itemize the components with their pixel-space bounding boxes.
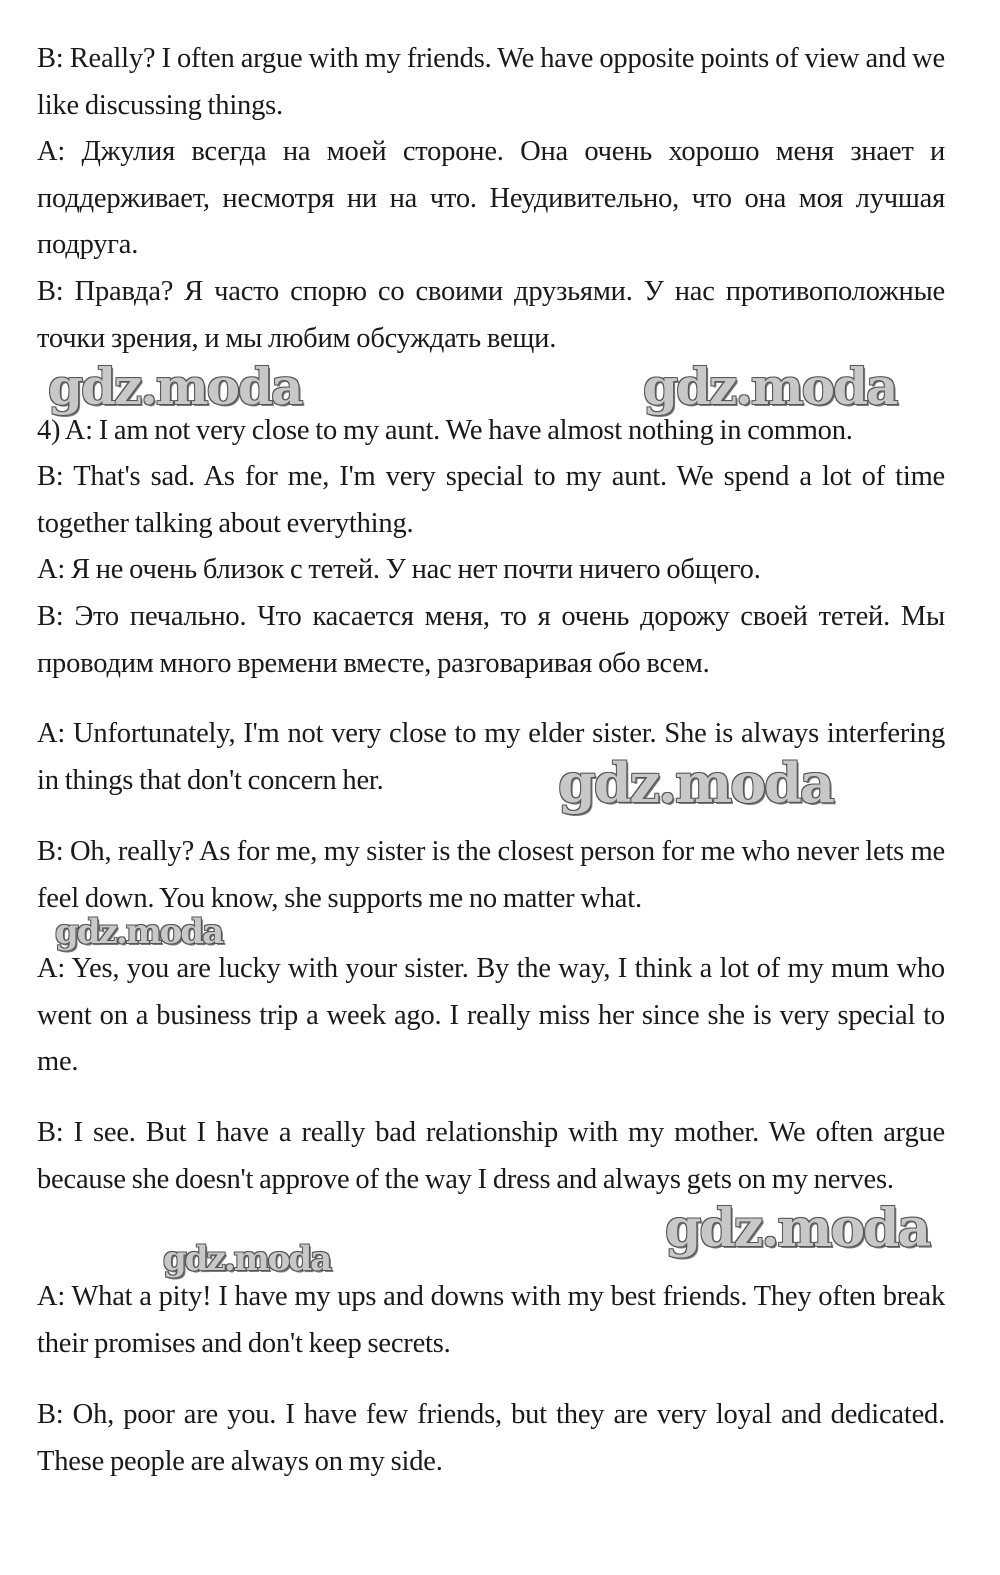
dialogue-paragraph: B: Правда? Я часто спорю со своими друзьями. У нас противоположные точки зрения, и мы любим обсуждать вещи. bbox=[37, 276, 945, 354]
dialogue-paragraph: A: Unfortunately, I'm not very close to my elder sister. She is always interfering in things that don't concern her. bbox=[37, 718, 945, 796]
watermark-logo: gdz.moda bbox=[163, 1239, 331, 1279]
dialogue-paragraph: B: Это печально. Что касается меня, то я очень дорожу своей тетей. Мы проводим много времени вместе, разговаривая обо всем. bbox=[37, 601, 945, 679]
dialogue-paragraph: A: What a pity! I have my ups and downs with my best friends. They often break their promises and don't keep secrets. bbox=[37, 1281, 945, 1359]
dialogue-paragraph: B: Oh, really? As for me, my sister is the closest person for me who never lets me feel down. You know, she supports me no matter what. bbox=[37, 836, 945, 914]
dialogue-paragraph: B: I see. But I have a really bad relationship with my mother. We often argue because she doesn't approve of the way I dress and always gets on my nerves. bbox=[37, 1117, 945, 1195]
dialogue-paragraph-heading-4: 4) A: I am not very close to my aunt. We have almost nothing in common. bbox=[37, 415, 853, 446]
dialogue-paragraph: A: Yes, you are lucky with your sister. By the way, I think a lot of my mum who went on a business trip a week ago. I really miss her since she is very special to me. bbox=[37, 953, 945, 1077]
dialogue-paragraph: B: That's sad. As for me, I'm very special to my aunt. We spend a lot of time together talking about everything. bbox=[37, 461, 945, 539]
dialogue-paragraph: A: Я не очень близок с тетей. У нас нет почти ничего общего. bbox=[37, 554, 761, 585]
dialogue-paragraph: B: Really? I often argue with my friends. We have opposite points of view and we like discussing things. bbox=[37, 43, 945, 121]
watermark-logo: gdz.moda bbox=[55, 912, 223, 952]
watermark-logo: gdz.moda bbox=[643, 357, 897, 416]
watermark-logo: gdz.moda bbox=[665, 1198, 930, 1259]
watermark-logo: gdz.moda bbox=[48, 357, 302, 416]
dialogue-paragraph: B: Oh, poor are you. I have few friends, but they are very loyal and dedicated. These people are always on my side. bbox=[37, 1399, 945, 1477]
watermark-logo: gdz.moda bbox=[558, 751, 833, 815]
dialogue-paragraph: A: Джулия всегда на моей стороне. Она очень хорошо меня знает и поддерживает, несмотря ни на что. Неудивительно, что она моя лучшая подруга. bbox=[37, 136, 945, 260]
